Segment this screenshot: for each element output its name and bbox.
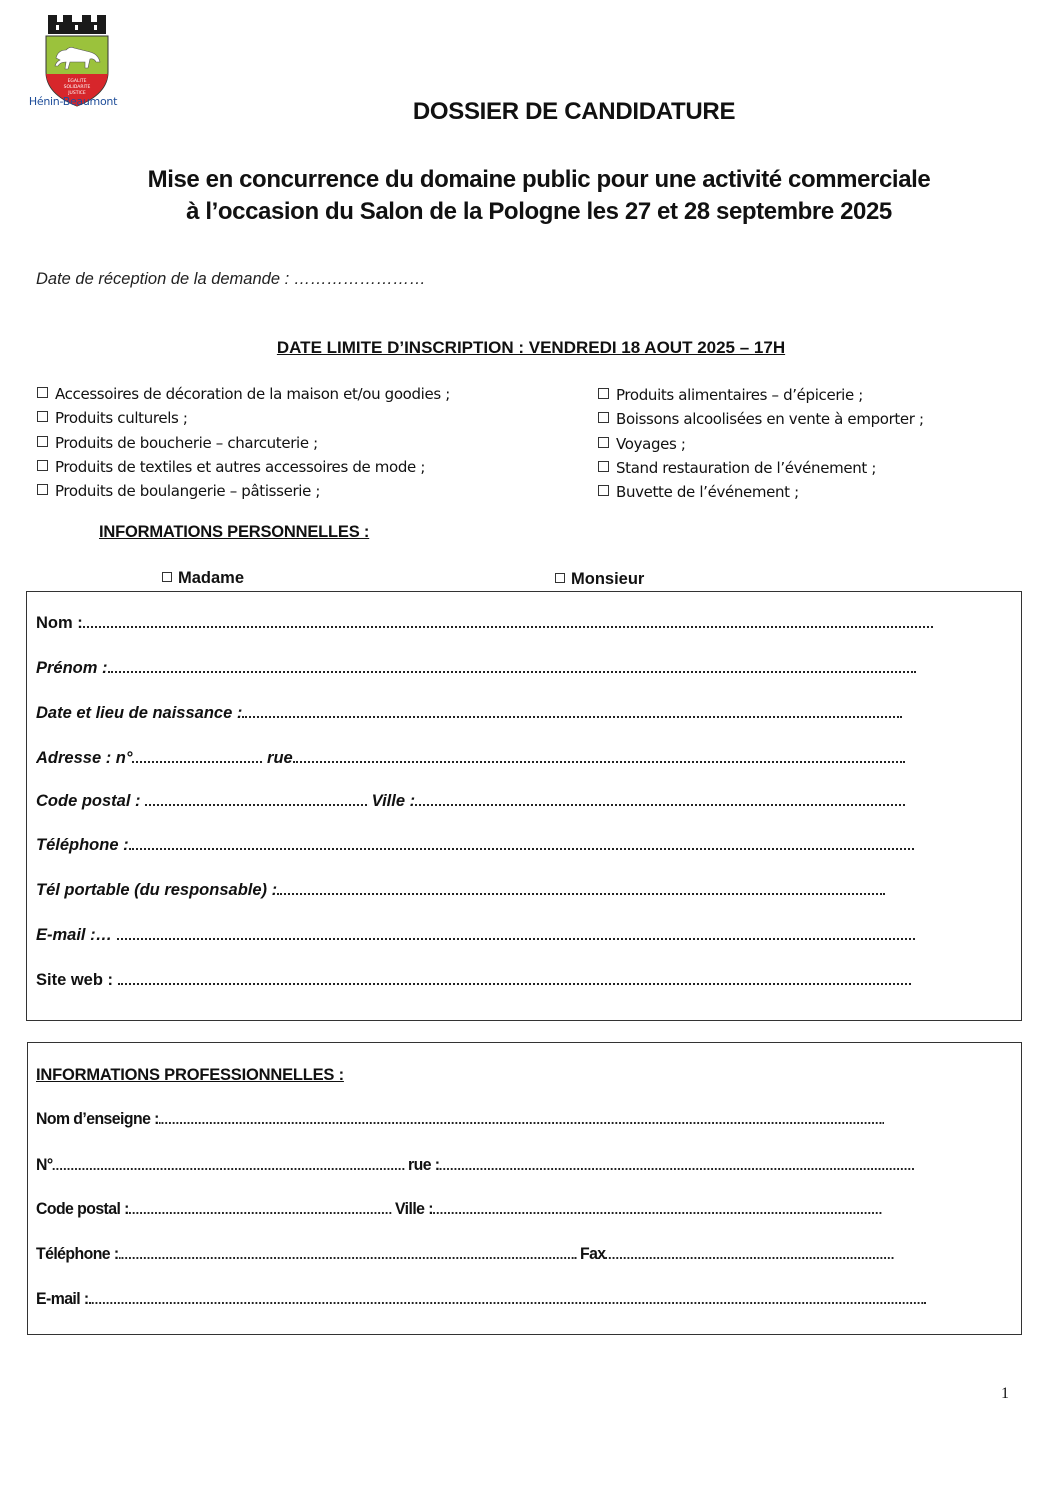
- motto-line-2: SOLIDARITE: [63, 85, 91, 90]
- fill-line[interactable]: [277, 892, 885, 895]
- field-label: Tél portable (du responsable) :: [36, 881, 278, 899]
- motto-line-1: EGALITE: [67, 79, 87, 84]
- fill-line[interactable]: [129, 847, 914, 850]
- field-label: Fax: [576, 1244, 606, 1263]
- fill-line[interactable]: [145, 803, 367, 806]
- pro-postal-code-city-field[interactable]: [36, 1199, 881, 1219]
- category-option[interactable]: [598, 456, 924, 480]
- civility-label: Madame: [178, 569, 245, 587]
- field-label: Code postal :: [36, 1199, 129, 1218]
- reception-date-placeholder: ……………………: [293, 270, 426, 288]
- checkbox-icon[interactable]: [598, 461, 609, 472]
- pro-address-field[interactable]: [36, 1155, 914, 1175]
- checkbox-icon[interactable]: [598, 388, 609, 399]
- fill-line[interactable]: [89, 1301, 926, 1304]
- checkbox-icon[interactable]: [598, 412, 609, 423]
- birth-date-place-field[interactable]: [36, 704, 902, 723]
- field-label: N°: [36, 1155, 53, 1174]
- category-label: Stand restauration de l’événement ;: [616, 458, 877, 477]
- category-option[interactable]: [598, 407, 924, 431]
- first-name-field[interactable]: [36, 659, 916, 678]
- fill-line[interactable]: [439, 1167, 913, 1170]
- reception-date-label: Date de réception de la demande :: [36, 270, 294, 288]
- field-label: Prénom :: [36, 659, 108, 677]
- category-option[interactable]: [37, 431, 450, 455]
- category-option[interactable]: [598, 383, 924, 407]
- category-option[interactable]: [37, 479, 450, 503]
- subtitle-line-1: Mise en concurrence du domaine public pour une activité commerciale: [147, 166, 931, 193]
- document-title: DOSSIER DE CANDIDATURE: [412, 98, 736, 125]
- category-label: Buvette de l’événement ;: [616, 483, 799, 502]
- email-field[interactable]: [36, 926, 915, 945]
- category-label: Produits de boulangerie – pâtisserie ;: [55, 482, 321, 501]
- checkbox-icon[interactable]: [37, 484, 48, 495]
- shop-name-field[interactable]: [36, 1109, 884, 1129]
- civility-label: Monsieur: [571, 570, 645, 588]
- logo-caption: Hénin-Beaumont: [28, 95, 118, 108]
- mobile-phone-field[interactable]: [36, 881, 885, 900]
- field-label: Nom d’enseigne :: [36, 1109, 159, 1128]
- field-label: Téléphone :: [36, 1244, 119, 1263]
- fill-line[interactable]: [159, 1121, 884, 1124]
- category-option[interactable]: [37, 382, 450, 406]
- field-label: E-mail :: [36, 1289, 89, 1308]
- fill-line[interactable]: [118, 982, 911, 985]
- field-label: rue: [262, 749, 293, 767]
- category-label: Voyages ;: [616, 434, 686, 453]
- field-label: E-mail :…: [36, 926, 117, 944]
- category-label: Produits de boucherie – charcuterie ;: [55, 433, 318, 452]
- category-option[interactable]: [598, 432, 924, 456]
- fill-line[interactable]: [242, 715, 902, 718]
- field-label: Adresse : n°: [36, 749, 133, 767]
- website-field[interactable]: [36, 971, 911, 990]
- category-label: Produits alimentaires – d’épicerie ;: [616, 386, 863, 404]
- field-label: Date et lieu de naissance :: [36, 704, 243, 722]
- checkbox-icon[interactable]: [37, 436, 48, 447]
- last-name-field[interactable]: [36, 614, 933, 633]
- category-label: Produits culturels ;: [55, 409, 188, 428]
- fill-line[interactable]: [606, 1256, 894, 1259]
- fill-line[interactable]: [415, 803, 905, 806]
- fill-line[interactable]: [108, 670, 916, 673]
- professional-info-heading: INFORMATIONS PROFESSIONNELLES :: [36, 1066, 344, 1084]
- field-label: rue :: [404, 1155, 440, 1174]
- checkbox-icon[interactable]: [37, 460, 48, 471]
- checkbox-icon[interactable]: [598, 437, 609, 448]
- category-label: Accessoires de décoration de la maison et/ou goodies ;: [55, 385, 450, 403]
- personal-info-heading: INFORMATIONS PERSONNELLES :: [99, 523, 370, 541]
- reception-date-field[interactable]: [36, 270, 426, 289]
- category-option[interactable]: [37, 406, 450, 430]
- phone-field[interactable]: [36, 836, 914, 855]
- field-label: Ville :: [367, 792, 416, 810]
- checkbox-icon[interactable]: [37, 387, 48, 398]
- subtitle-line-2: à l’occasion du Salon de la Pologne les 27 et 28 septembre 2025: [186, 198, 892, 225]
- checkbox-icon[interactable]: [162, 572, 172, 582]
- field-label: Ville :: [391, 1199, 433, 1218]
- address-field[interactable]: [36, 749, 905, 768]
- fill-line[interactable]: [132, 760, 262, 763]
- field-label: Code postal :: [36, 792, 146, 810]
- fill-line[interactable]: [53, 1167, 405, 1170]
- category-option[interactable]: [598, 480, 924, 504]
- fill-line[interactable]: [129, 1211, 391, 1214]
- fill-line[interactable]: [119, 1256, 577, 1259]
- category-list-left: [37, 382, 450, 503]
- fill-line[interactable]: [83, 625, 933, 628]
- category-label: Produits de textiles et autres accessoires de mode ;: [55, 457, 426, 476]
- pro-email-field[interactable]: [36, 1289, 926, 1309]
- field-label: Téléphone :: [36, 836, 129, 854]
- motto-line-3: JUSTICE: [68, 91, 86, 96]
- checkbox-icon[interactable]: [598, 485, 609, 496]
- postal-code-city-field[interactable]: [36, 792, 905, 811]
- checkbox-icon[interactable]: [555, 573, 565, 583]
- civility-monsieur-option[interactable]: [555, 570, 644, 589]
- category-label: Boissons alcoolisées en vente à emporter ;: [616, 410, 924, 429]
- field-label: Nom :: [36, 614, 83, 632]
- checkbox-icon[interactable]: [37, 411, 48, 422]
- category-option[interactable]: [37, 455, 450, 479]
- pro-phone-fax-field[interactable]: [36, 1244, 894, 1264]
- fill-line[interactable]: [117, 937, 915, 940]
- field-label: Site web :: [36, 971, 118, 989]
- registration-deadline: DATE LIMITE D’INSCRIPTION : VENDREDI 18 AOUT 2025 – 17H: [276, 338, 786, 357]
- page-number: 1: [1001, 1385, 1009, 1402]
- civility-madame-option[interactable]: [162, 569, 244, 588]
- category-list-right: [598, 383, 924, 504]
- fill-line[interactable]: [293, 760, 905, 763]
- fill-line[interactable]: [433, 1211, 881, 1214]
